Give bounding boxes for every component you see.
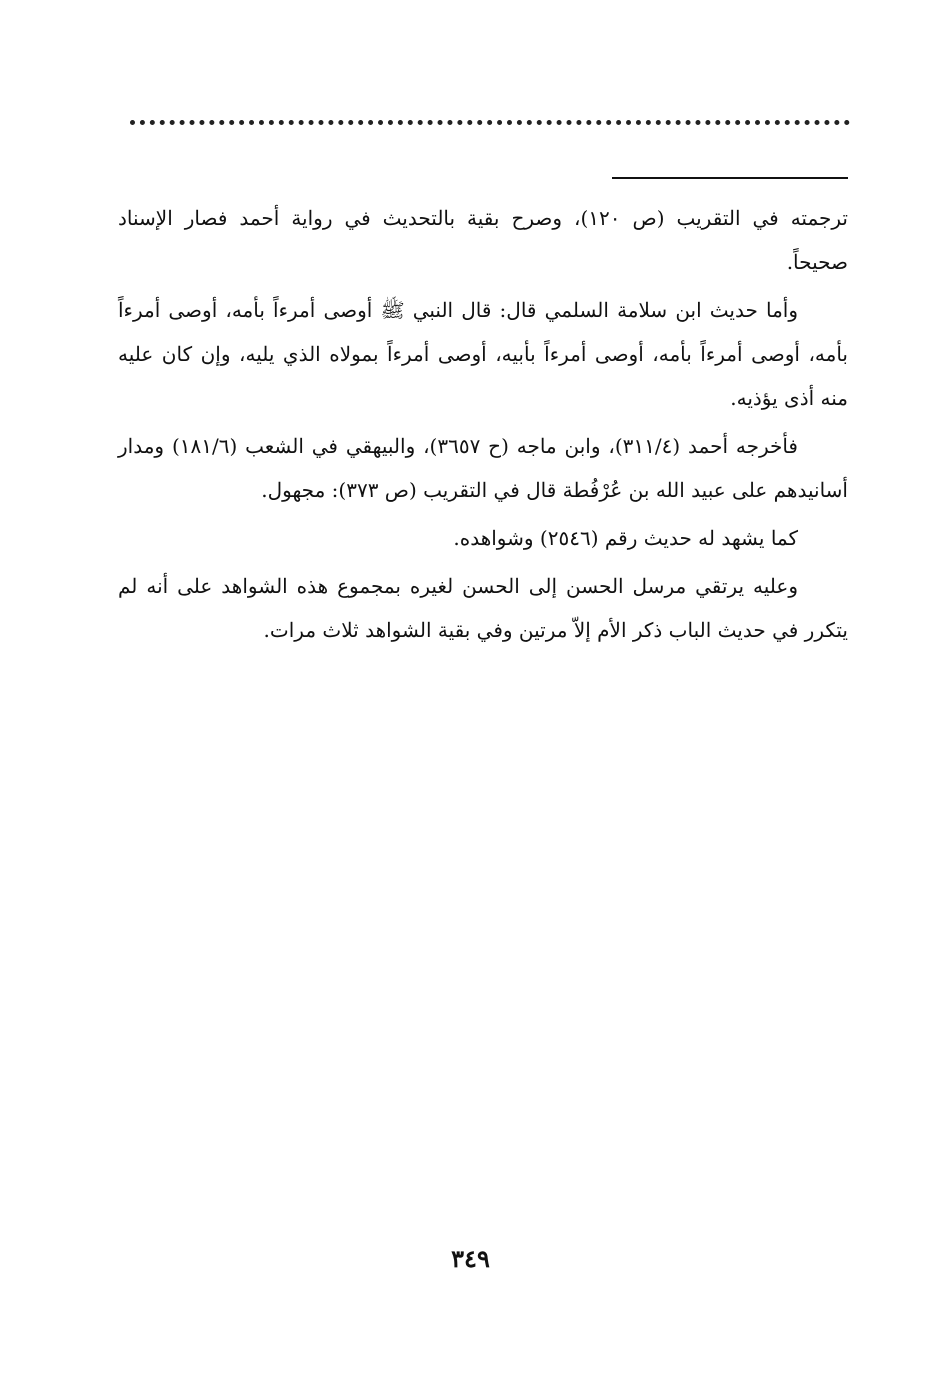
dotted-separator <box>130 120 850 130</box>
page-number: ٣٤٩ <box>451 1244 490 1273</box>
paragraph-shawahid: كما يشهد له حديث رقم (٢٥٤٦) وشواهده. <box>453 526 798 550</box>
paragraph-continuation: ترجمته في التقريب (ص ١٢٠)، وصرح بقية بالتحديث في رواية أحمد فصار الإسناد صحيحاً. <box>118 206 848 274</box>
paragraph-hadith-ibn-salama: وأما حديث ابن سلامة السلمي قال: قال النبي ﷺ أوصى أمرءاً بأمه، أوصى أمرءاً بأمه، أوصى أمرءاً بأمه، أوصى أمرءاً بأبيه، أوصى أمرءاً بمولاه الذي يليه، وإن كان عليه منه أذى يؤذيه. <box>118 298 848 410</box>
footnote-text <box>118 196 848 656</box>
paragraph-takhrij: فأخرجه أحمد (٣١١/٤)، وابن ماجه (ح ٣٦٥٧)، والبيهقي في الشعب (١٨١/٦) ومدار أسانيدهم على عبيد الله بن عُرْفُطة قال في التقريب (ص ٣٧٣): مجهول. <box>118 434 848 502</box>
paragraph-conclusion: وعليه يرتقي مرسل الحسن إلى الحسن لغيره بمجموع هذه الشواهد على أنه لم يتكرر في حديث الباب ذكر الأم إلاّ مرتين وفي بقية الشواهد ثلاث مرات. <box>118 574 848 642</box>
footnote-rule <box>612 177 848 179</box>
